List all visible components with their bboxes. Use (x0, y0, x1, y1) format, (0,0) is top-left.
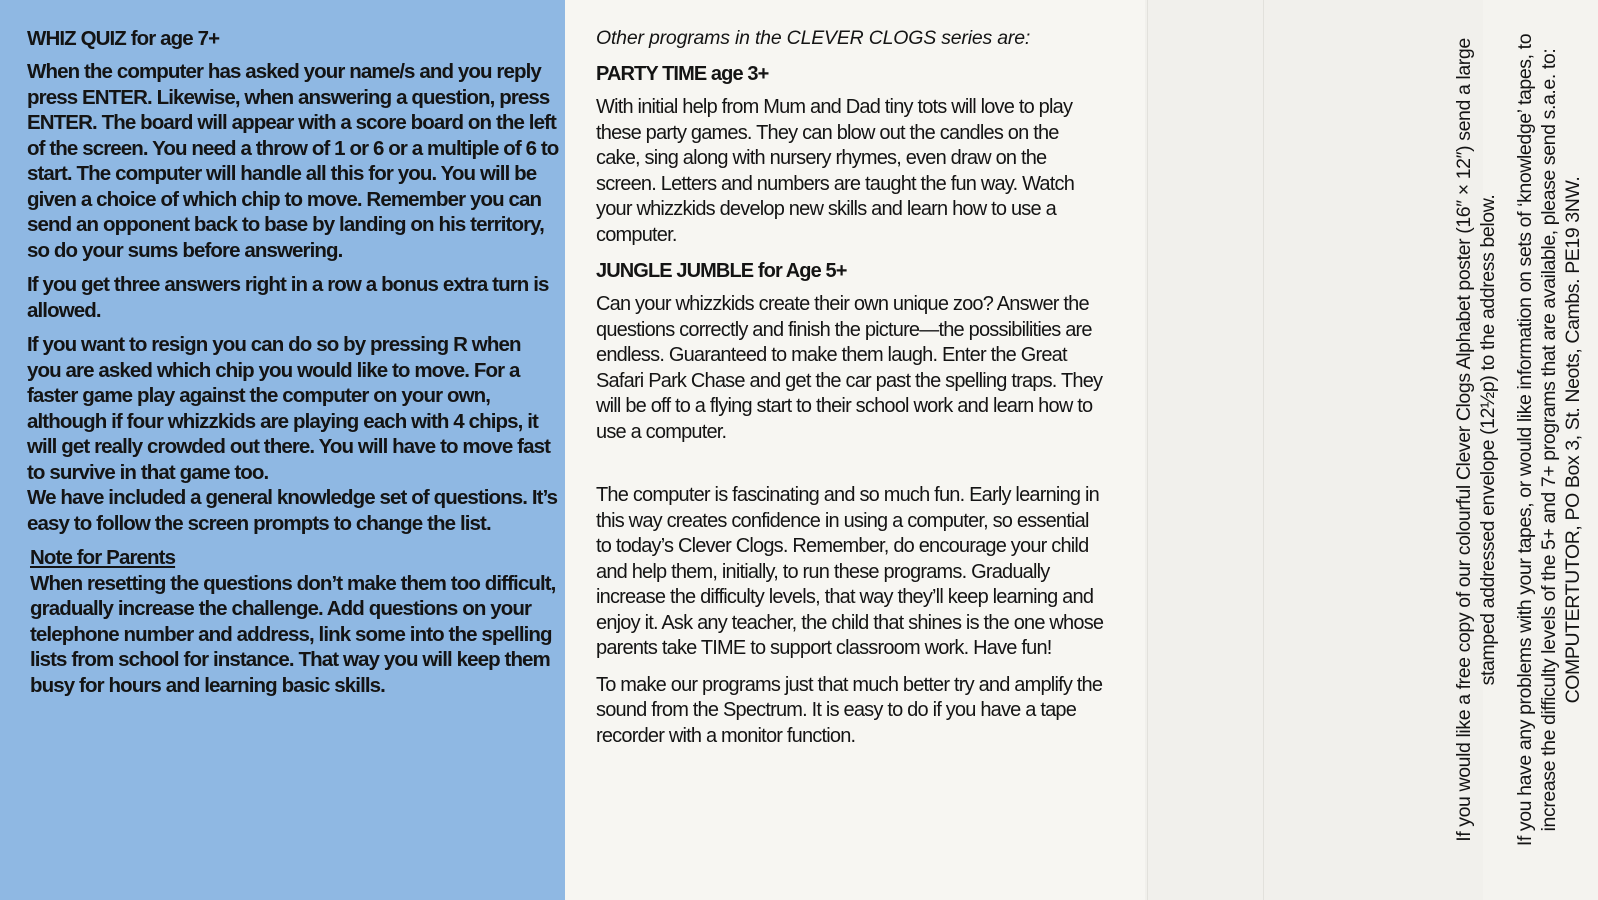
series-content (596, 26, 1106, 760)
general-knowledge-text: We have included a general knowledge set of questions. It’s easy to follow the screen prompts to change the list. (27, 486, 558, 535)
fold-line (1147, 0, 1148, 900)
whiz-quiz-panel (0, 0, 565, 900)
rotated-contact-text (1452, 25, 1598, 855)
fold-line (1263, 0, 1264, 900)
party-time-text: With initial help from Mum and Dad tiny tots will love to play these party games. They can blow out the candles on the cake, sing along with nursery rhymes, even draw on the screen. Letters and numbers are taught the fun way. Watch your whizzkids develop new skills and learn how to use a computer. (596, 96, 1075, 246)
whiz-quiz-instructions: When the computer has asked your name/s and you reply press ENTER. Likewise, when answering a question, press ENTER. The board will appear with a score board on the left of the screen. You need a throw of 1 or 6 or a multiple of 6 to start. The computer will handle all this for you. You will be given a choice of which chip to move. Remember you can send an opponent back to base by landing on his territory, so do your sums before answering. (27, 60, 559, 262)
whiz-quiz-title: WHIZ QUIZ for age 7+ (27, 27, 220, 50)
problems-text: If you have any problems with your tapes, or would like information on sets of ‘knowledge’ tapes, to increase the difficulty levels of the 5+ and 7+ programs that are available, please send s.a.e. to: (1514, 33, 1560, 847)
jungle-jumble-text: Can your whizzkids create their own unique zoo? Answer the questions correctly and finish the picture—the possibilities are endless. Guaranteed to make them laugh. Enter the Great Safari Park Chase and get the car past the spelling traps. They will be off to a flying start to their school work and learn how to use a computer. (596, 293, 1103, 443)
series-intro: Other programs in the CLEVER CLOGS series are: (596, 27, 1031, 49)
contact-panel (1145, 0, 1483, 900)
note-for-parents-heading: Note for Parents (30, 546, 176, 569)
whiz-quiz-content (27, 26, 559, 707)
party-time-title: PARTY TIME age 3+ (596, 63, 769, 85)
sound-tip-text: To make our programs just that much better try and amplify the sound from the Spectrum. It is easy to do if you have a tape recorder with a monitor function. (596, 673, 1103, 747)
bonus-turn-text: If you get three answers right in a row a bonus extra turn is allowed. (27, 273, 549, 322)
computer-fun-text: The computer is fascinating and so much fun. Early learning in this way creates confidence in using a computer, so essential to today’s Clever Clogs. Remember, do encourage your child and help them, initially, to run these programs. Gradually increase the difficulty levels, that way they’ll keep learning and enjoy it. Ask any teacher, the child that shines is the one whose parents take TIME to support classroom work. Have fun! (596, 484, 1104, 659)
note-for-parents-text: When resetting the questions don’t make them too difficult, gradually increase the challenge. Add questions on your telephone number and address, link some into the spelling lists from school for instance. That way you will keep them busy for hours and learning basic skills. (30, 571, 556, 697)
jungle-jumble-title: JUNGLE JUMBLE for Age 5+ (596, 260, 847, 282)
clever-clogs-series-panel (565, 0, 1145, 900)
poster-offer-text: If you would like a free copy of our colourful Clever Clogs Alphabet poster (16″ × 12″) send a large stamped addressed envelope (12½p) to the address below. (1453, 38, 1499, 842)
section-gap (596, 456, 1106, 483)
resign-text: If you want to resign you can do so by pressing R when you are asked which chip you would like to move. For a faster game play against the computer on your own, although if four whizzkids are playing each with 4 chips, it will get really crowded out there. You will have to move fast to survive in that game too. (27, 333, 551, 484)
postal-address: COMPUTERTUTOR, PO Box 3, St. Neots, Cambs. PE19 3NW. (1562, 176, 1584, 704)
